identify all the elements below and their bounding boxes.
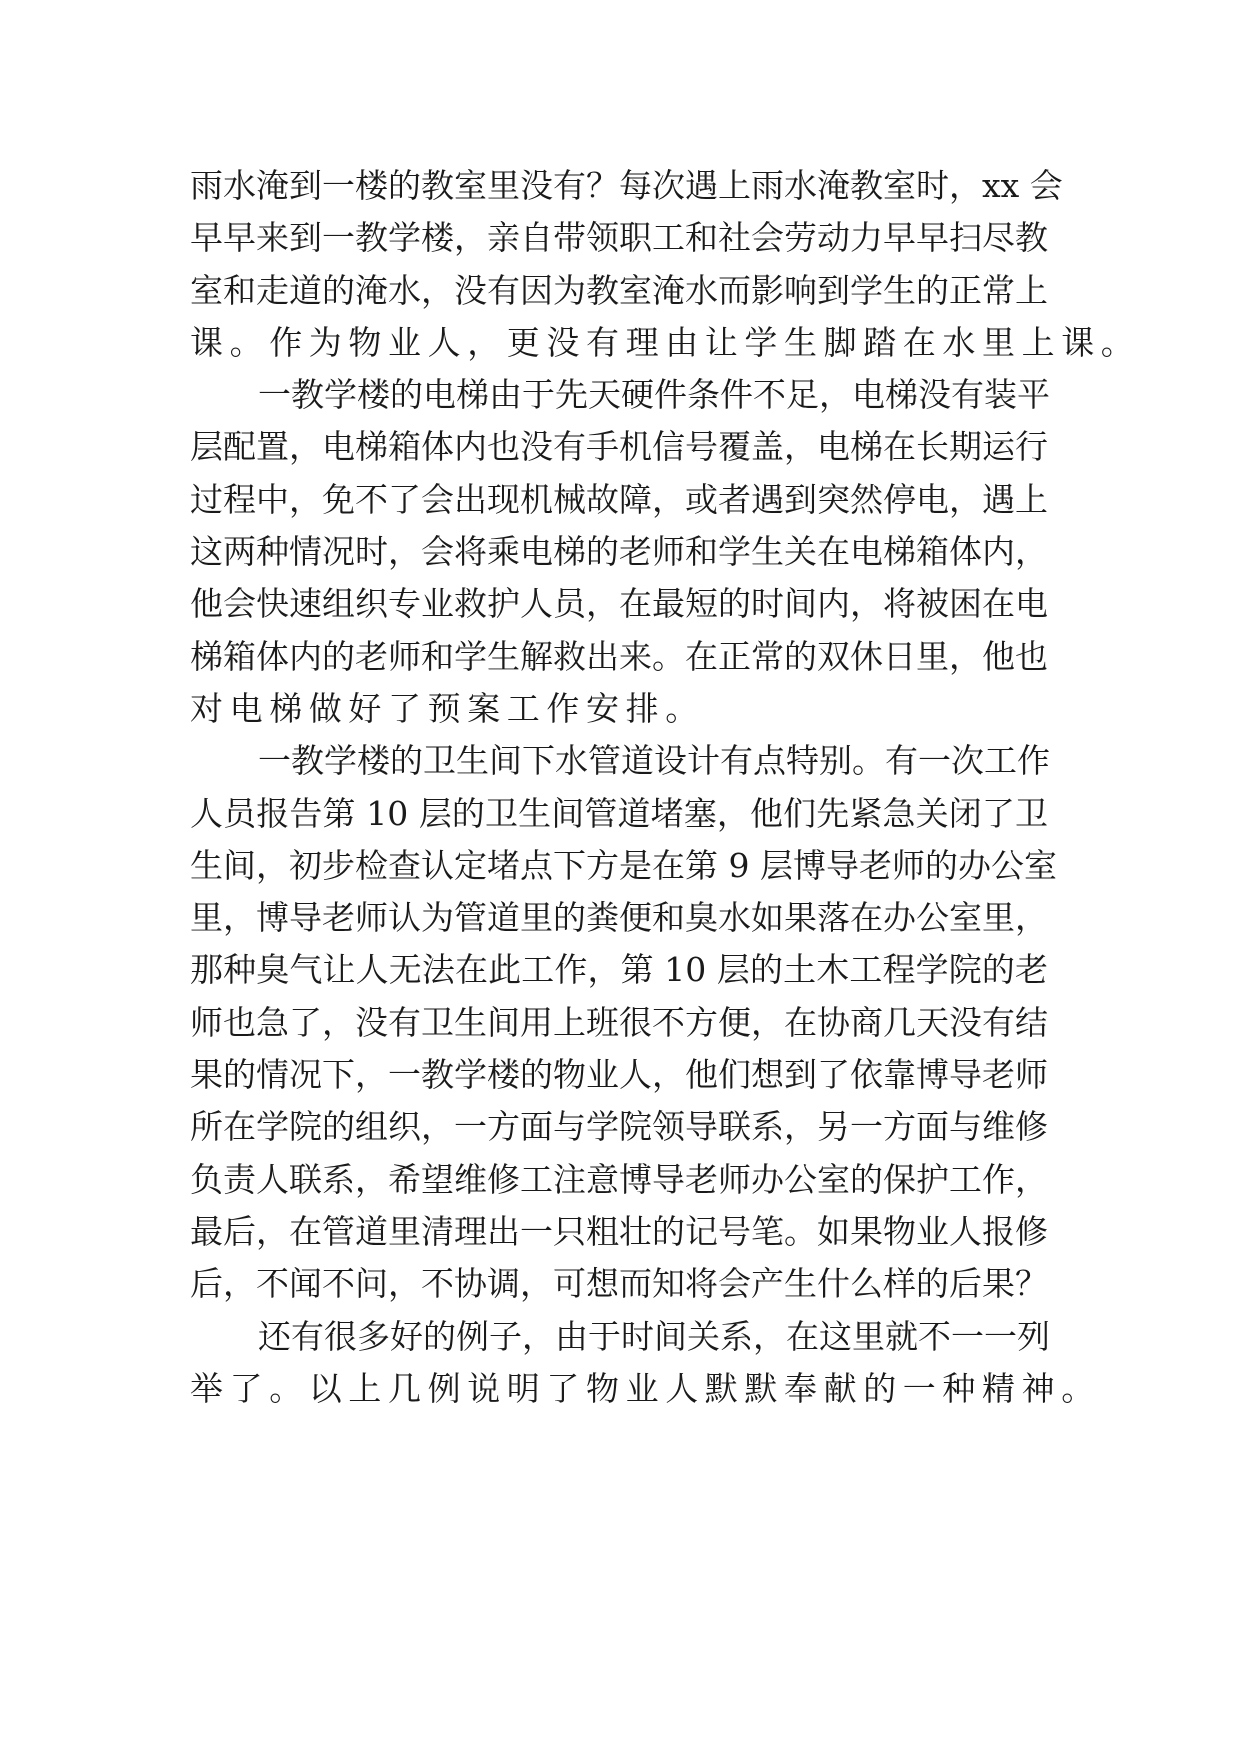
text-line: 所在学院的组织，一方面与学院领导联系，另一方面与维修 <box>190 1107 1048 1147</box>
document-body <box>190 160 1141 1415</box>
text-line: 还有很多好的例子，由于时间关系，在这里就不一一列 <box>258 1316 1050 1356</box>
text-line: 室和走道的淹水，没有因为教室淹水而影响到学生的正常上 <box>190 270 1048 310</box>
text-line: 过程中，免不了会出现机械故障，或者遇到突然停电，遇上 <box>190 479 1048 519</box>
text-line: 那种臭气让人无法在此工作，第 10 层的土木工程学院的老 <box>190 950 1048 990</box>
text-line: 里，博导老师认为管道里的粪便和臭水如果落在办公室里， <box>190 898 1048 938</box>
text-line: 对电梯做好了预案工作安排。 <box>190 688 705 728</box>
text-line: 师也急了，没有卫生间用上班很不方便，在协商几天没有结 <box>190 1002 1048 1042</box>
paragraph-4 <box>190 1311 1101 1416</box>
text-line: 这两种情况时，会将乘电梯的老师和学生关在电梯箱体内， <box>190 532 1048 572</box>
text-line: 生间，初步检查认定堵点下方是在第 9 层博导老师的办公室 <box>190 845 1057 885</box>
text-line: 果的情况下，一教学楼的物业人，他们想到了依靠博导老师 <box>190 1055 1048 1095</box>
text-line: 后，不闻不问，不协调，可想而知将会产生什么样的后果？ <box>190 1264 1048 1304</box>
text-line: 早早来到一教学楼，亲自带领职工和社会劳动力早早扫尽教 <box>190 218 1048 258</box>
text-line: 举了。以上几例说明了物业人默默奉献的一种精神。 <box>190 1368 1101 1408</box>
text-line: 梯箱体内的老师和学生解救出来。在正常的双休日里，他也 <box>190 636 1048 676</box>
paragraph-2 <box>190 369 1048 735</box>
text-line: 他会快速组织专业救护人员，在最短的时间内，将被困在电 <box>190 584 1048 624</box>
text-line: 人员报告第 10 层的卫生间管道堵塞，他们先紧急关闭了卫 <box>190 793 1048 833</box>
text-line: 最后，在管道里清理出一只粗壮的记号笔。如果物业人报修 <box>190 1211 1048 1251</box>
text-line: 一教学楼的卫生间下水管道设计有点特别。有一次工作 <box>258 741 1050 781</box>
paragraph-1 <box>190 160 1141 369</box>
text-line: 一教学楼的电梯由于先天硬件条件不足，电梯没有装平 <box>258 375 1050 415</box>
text-line: 负责人联系，希望维修工注意博导老师办公室的保护工作， <box>190 1159 1048 1199</box>
text-line: 层配置，电梯箱体内也没有手机信号覆盖，电梯在长期运行 <box>190 427 1048 467</box>
paragraph-3 <box>190 735 1057 1310</box>
text-line: 课。作为物业人，更没有理由让学生脚踏在水里上课。 <box>190 322 1141 362</box>
text-line: 雨水淹到一楼的教室里没有？每次遇上雨水淹教室时，xx 会 <box>190 166 1063 205</box>
